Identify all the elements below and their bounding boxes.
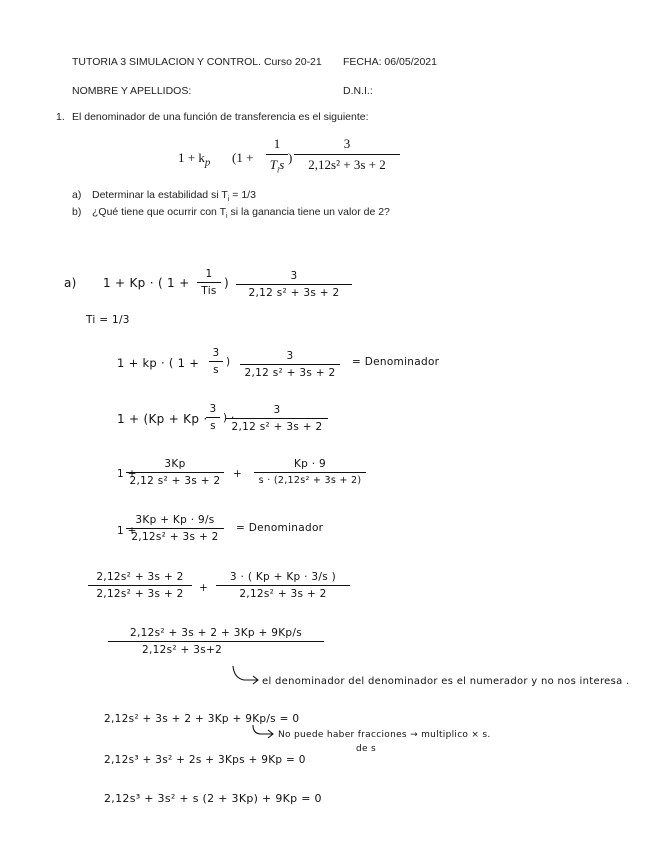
header-title: TUTORIA 3 SIMULACION Y CONTROL. Curso 20-21 — [72, 56, 322, 68]
hw-l3-inner-fraction: 3 s — [206, 403, 220, 432]
hw-l6-fraction-2: 3 · ( Kp + Kp · 3/s ) 2,12s² + 3s + 2 — [216, 571, 350, 600]
hw-l3-close: ) · — [223, 412, 235, 424]
hw-l6-plus: + — [199, 582, 209, 594]
part-b-text: ¿Qué tiene que ocurrir con $T_i$ si la ganancia tiene un valor de 2? — [92, 206, 390, 221]
formula-inner-den-i: i — [276, 165, 280, 175]
name-label: NOMBRE Y APELLIDOS: — [72, 85, 192, 97]
formula-prefix: 1 + k — [178, 150, 205, 165]
hw-l2-close: ) — [226, 356, 231, 368]
part-a-text: Determinar la estabilidad si $T_i = 1/3$ — [92, 189, 256, 204]
hw-l2-right: = Denominador — [352, 356, 440, 368]
header-date: FECHA: 06/05/2021 — [343, 56, 437, 68]
hw-l5-left: 1 + — [117, 525, 137, 537]
part-a-label: a) — [72, 189, 82, 201]
hw-l6-fraction-1: 2,12s² + 3s + 2 2,12s² + 3s + 2 — [88, 571, 192, 600]
question-number: 1. — [56, 111, 65, 123]
hw-l8-note: No puede haber fracciones → multiplico × s. — [278, 730, 491, 740]
hw-l1-fraction: 3 2,12 s² + 3s + 2 — [236, 270, 352, 299]
hw-l1-left: 1 + Kp · ( 1 + — [103, 276, 190, 290]
hw-a-label: a) — [64, 276, 77, 290]
hw-l1-close: ) — [224, 276, 229, 290]
hw-l2-fraction: 3 2,12 s² + 3s + 2 — [240, 350, 340, 379]
hw-l5-right: = Denominador — [236, 522, 324, 534]
hw-l8-note-2: de s — [356, 744, 376, 754]
question-text: El denominador de una función de transferencia es el siguiente: — [72, 111, 369, 123]
hw-l8: 2,12s² + 3s + 2 + 3Kp + 9Kp/s = 0 — [104, 713, 300, 725]
part-b-label: b) — [72, 206, 82, 218]
hw-l8-arrow — [250, 724, 276, 740]
formula-sub-p: p — [204, 156, 211, 169]
hw-l3-fraction: 3 2,12 s² + 3s + 2 — [226, 404, 328, 433]
formula-inner-num: 1 — [273, 136, 281, 151]
hw-l4-plus: + — [233, 468, 243, 480]
formula-inner-den-s: s — [279, 157, 285, 172]
formula-paren-open: (1 + — [232, 150, 254, 165]
hw-l4-fraction-1: 3Kp 2,12 s² + 3s + 2 — [126, 458, 224, 487]
hw-l7-arrow — [230, 664, 262, 686]
dni-label: D.N.I.: — [343, 85, 373, 97]
hw-l2-left: 1 + kp · ( 1 + — [117, 356, 200, 370]
hw-l9: 2,12s³ + 3s² + 2s + 3Kps + 9Kp = 0 — [104, 754, 306, 766]
hw-l4-left: 1 + — [117, 468, 137, 480]
hw-l3-left: 1 + (Kp + Kp · — [117, 412, 208, 426]
formula-main-fraction — [294, 136, 400, 173]
hw-l1-inner-fraction: 1 Tis — [197, 268, 221, 297]
hw-l10: 2,12s³ + 3s² + s (2 + 3Kp) + 9Kp = 0 — [104, 792, 322, 805]
formula-inner-den-t: T — [269, 157, 277, 172]
formula-den: 2,12s² + 3s + 2 — [308, 157, 386, 172]
hw-l2-inner-fraction: 3 s — [209, 347, 223, 376]
formula-paren-close: ) — [288, 150, 293, 165]
formula-inner-fraction — [266, 136, 288, 175]
hw-l7-fraction: 2,12s² + 3s + 2 + 3Kp + 9Kp/s 2,12s² + 3s+2 — [108, 627, 324, 656]
hw-ti: Ti = 1/3 — [86, 314, 130, 326]
hw-l4-fraction-2: Kp · 9 s · (2,12s² + 3s + 2) — [254, 458, 366, 486]
formula-num: 3 — [343, 136, 351, 151]
hw-l5-fraction: 3Kp + Kp · 9/s 2,12s² + 3s + 2 — [126, 514, 224, 543]
hw-l7-note: el denominador del denominador es el numerador y no nos interesa . — [262, 676, 630, 687]
